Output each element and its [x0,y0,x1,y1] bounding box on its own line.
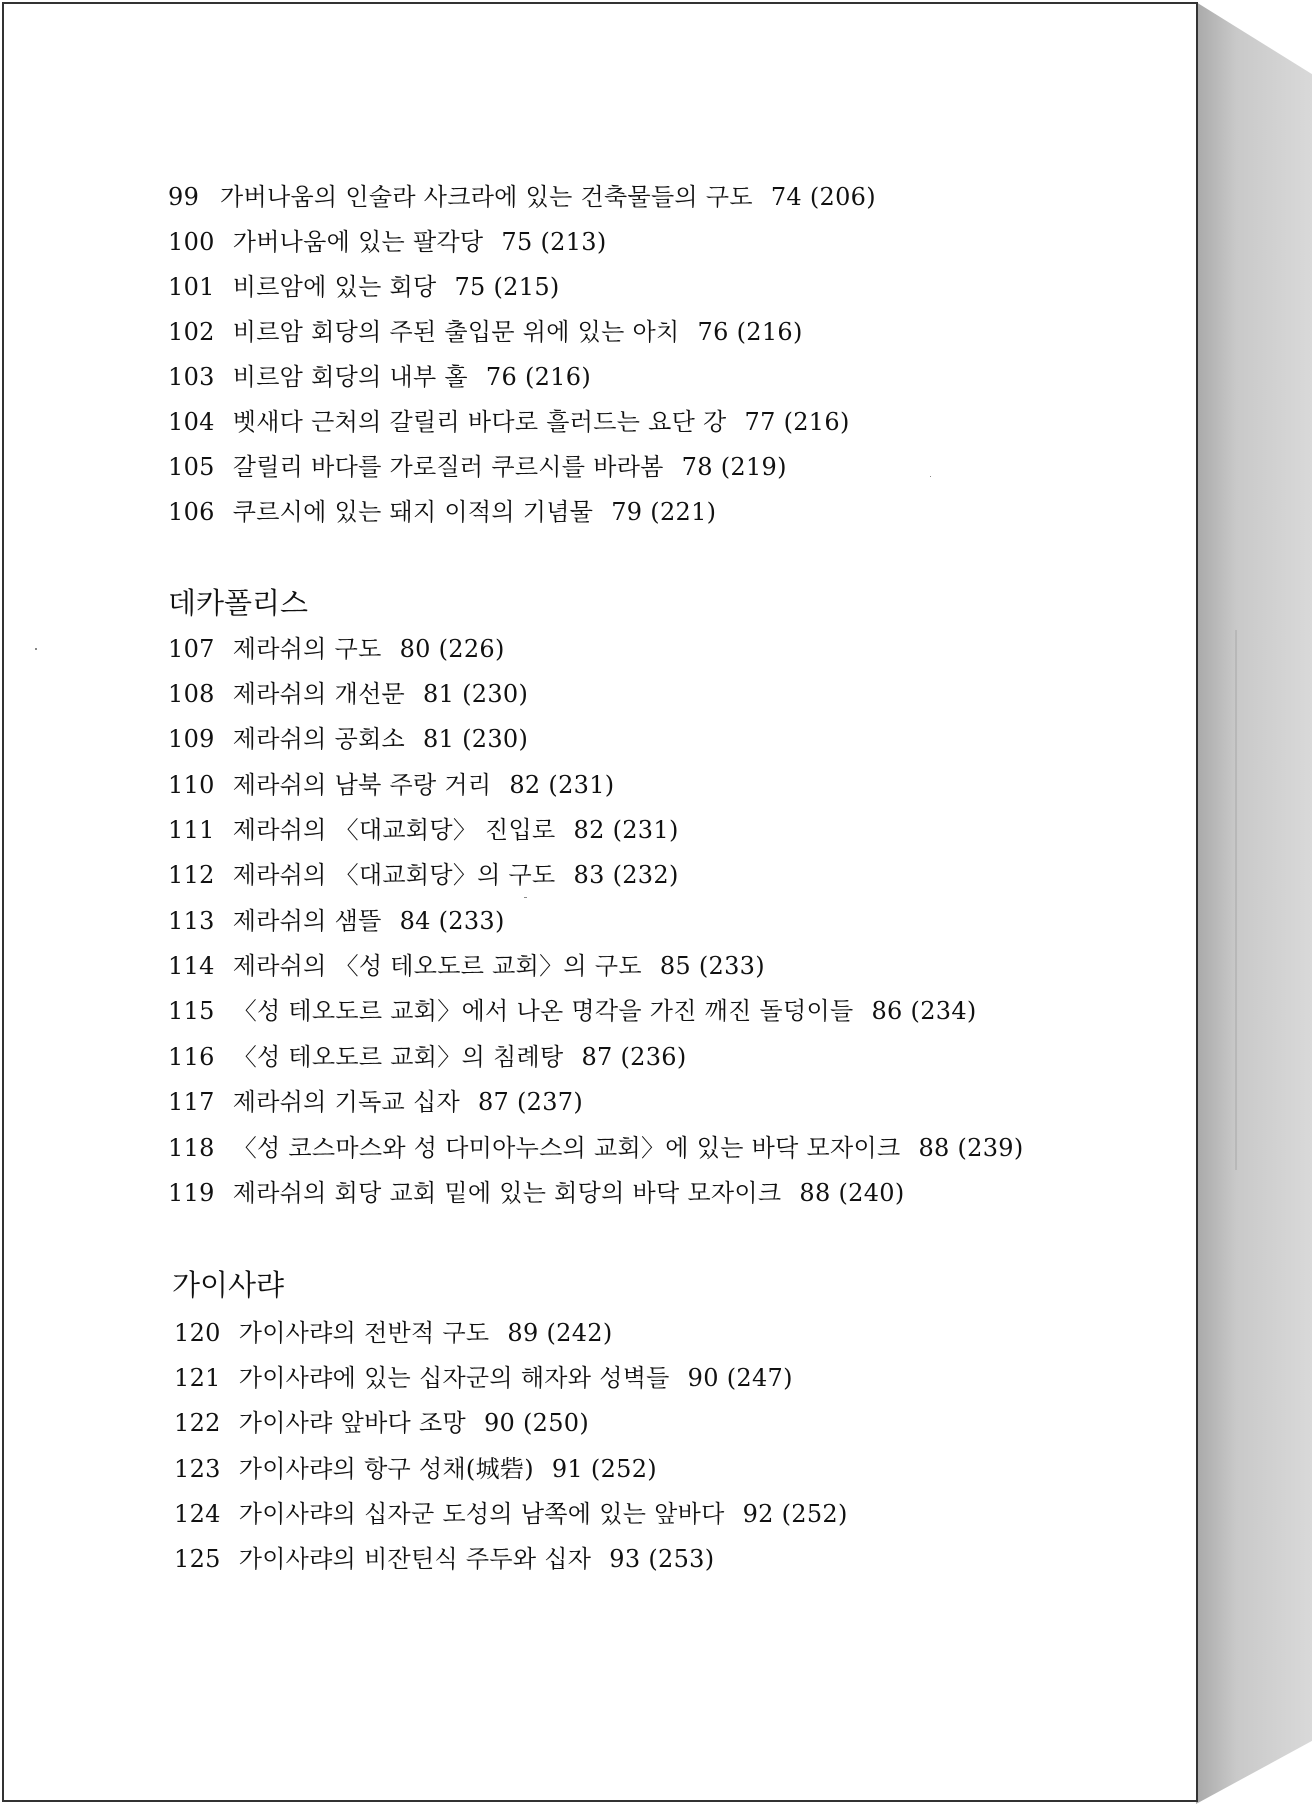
entry-title: 가이사랴의 항구 성채(城砦) [238,1455,534,1483]
entry-page: 76 (216) [485,363,591,391]
entry-number: 105 [168,453,215,481]
entry-page: 85 (233) [659,952,765,980]
list-item [168,495,716,529]
entry-title: 비르암에 있는 회당 [232,273,437,301]
entry-page: 88 (240) [799,1179,905,1207]
entry-page: 83 (232) [573,861,679,889]
entry-number: 119 [168,1179,215,1207]
entry-page: 92 (252) [742,1500,848,1528]
entry-number: 124 [174,1500,221,1528]
list-item [168,405,850,439]
entry-number: 104 [168,408,215,436]
entry-title: 제라쉬의 〈성 테오도르 교회〉의 구도 [232,952,642,980]
list-item [168,949,765,983]
entry-title: 제라쉬의 남북 주랑 거리 [232,771,492,799]
entry-title: 벳새다 근처의 갈릴리 바다로 흘러드는 요단 강 [232,408,727,436]
book-spine [1196,2,1312,1804]
entry-page: 79 (221) [611,498,717,526]
entry-page: 75 (213) [501,228,607,256]
entry-page: 80 (226) [399,635,505,663]
entry-page: 88 (239) [918,1134,1024,1162]
entry-number: 101 [168,273,215,301]
list-item [168,450,787,484]
entry-title: 가이사랴에 있는 십자군의 해자와 성벽들 [238,1364,670,1392]
entry-number: 107 [168,635,215,663]
entry-page: 89 (242) [507,1319,613,1347]
entry-page: 77 (216) [744,408,850,436]
entry-title: 제라쉬의 공회소 [232,725,406,753]
entry-title: 제라쉬의 회당 교회 밑에 있는 회당의 바닥 모자이크 [232,1179,782,1207]
entry-title: 비르암 회당의 내부 홀 [232,363,468,391]
entry-number: 120 [174,1319,221,1347]
entry-title: 제라쉬의 개선문 [232,680,406,708]
list-item [174,1452,657,1486]
list-item [168,270,560,304]
list-item [168,1040,687,1074]
entry-title: 쿠르시에 있는 돼지 이적의 기념물 [232,498,594,526]
entry-number: 100 [168,228,215,256]
page-speck [930,476,931,477]
spine-edge-line [1235,630,1237,1170]
entry-page: 87 (236) [581,1043,687,1071]
entry-number: 115 [168,997,215,1025]
list-item [174,1361,793,1395]
entry-page: 82 (231) [573,816,679,844]
entry-number: 113 [168,907,215,935]
entry-title: 〈성 코스마스와 성 다미아누스의 교회〉에 있는 바닥 모자이크 [232,1134,901,1162]
entry-page: 81 (230) [423,680,529,708]
list-item [168,632,505,666]
list-item [174,1406,589,1440]
entry-number: 112 [168,861,215,889]
list-item [168,677,528,711]
entry-title: 비르암 회당의 주된 출입문 위에 있는 아치 [232,318,680,346]
entry-page: 75 (215) [454,273,560,301]
page-speck [524,897,527,898]
entry-title: 가이사랴의 십자군 도성의 남쪽에 있는 앞바다 [238,1500,725,1528]
entry-page: 90 (250) [483,1409,590,1437]
entry-number: 125 [174,1545,221,1573]
list-item [168,315,803,349]
entry-number: 118 [168,1134,215,1162]
entry-page: 81 (230) [423,725,529,753]
entry-page: 86 (234) [871,997,977,1025]
list-item [168,1176,905,1210]
entry-title: 〈성 테오도르 교회〉에서 나온 명각을 가진 깨진 돌덩이들 [232,997,854,1025]
entry-number: 123 [174,1455,221,1483]
list-item [168,768,614,802]
entry-title: 〈성 테오도르 교회〉의 침례탕 [232,1043,564,1071]
list-item [168,1085,583,1119]
list-item [168,1131,1024,1165]
entry-page: 82 (231) [509,771,615,799]
list-item [168,813,679,847]
entry-title: 제라쉬의 구도 [232,635,382,663]
entry-number: 122 [174,1409,221,1437]
entry-number: 108 [168,680,215,708]
entry-title: 가이사랴의 비잔틴식 주두와 십자 [238,1545,592,1573]
entry-title: 가이사랴의 전반적 구도 [238,1319,490,1347]
entry-number: 102 [168,318,215,346]
entry-title: 제라쉬의 샘뜰 [232,907,382,935]
list-item [168,722,528,756]
list-item [168,994,977,1028]
entry-number: 111 [168,816,215,844]
entry-page: 87 (237) [477,1088,584,1116]
section-heading: 가이사랴 [172,1268,285,1302]
entry-number: 110 [168,771,215,799]
entry-page: 76 (216) [697,318,803,346]
entry-title: 제라쉬의 기독교 십자 [232,1088,460,1116]
entry-page: 91 (252) [551,1455,657,1483]
entry-title: 제라쉬의 〈대교회당〉의 구도 [232,861,556,889]
list-item [174,1316,613,1350]
entry-page: 90 (247) [687,1364,793,1392]
list-item [174,1497,848,1531]
entry-number: 121 [174,1364,221,1392]
list-item [168,904,505,938]
entry-title: 제라쉬의 〈대교회당〉 진입로 [232,816,556,844]
entry-number: 106 [168,498,215,526]
list-item [168,225,607,259]
section-heading: 데카폴리스 [168,586,309,620]
entry-page: 74 (206) [770,183,876,211]
entry-title: 가이사랴 앞바다 조망 [238,1409,466,1437]
list-item [168,858,679,892]
entry-number: 109 [168,725,215,753]
list-item [168,180,876,214]
entry-page: 93 (253) [609,1545,715,1573]
entry-page: 84 (233) [399,907,505,935]
page-speck [35,648,37,650]
entry-title: 가버나움에 있는 팔각당 [232,228,484,256]
entry-title: 갈릴리 바다를 가로질러 쿠르시를 바라봄 [232,453,664,481]
entry-number: 99 [168,183,200,211]
entry-page: 78 (219) [681,453,787,481]
entry-number: 103 [168,363,215,391]
entry-title: 가버나움의 인술라 사크라에 있는 건축물들의 구도 [220,183,753,211]
entry-number: 116 [168,1043,215,1071]
list-item [174,1542,714,1576]
entry-number: 117 [168,1088,215,1116]
list-item [168,360,591,394]
entry-number: 114 [168,952,215,980]
